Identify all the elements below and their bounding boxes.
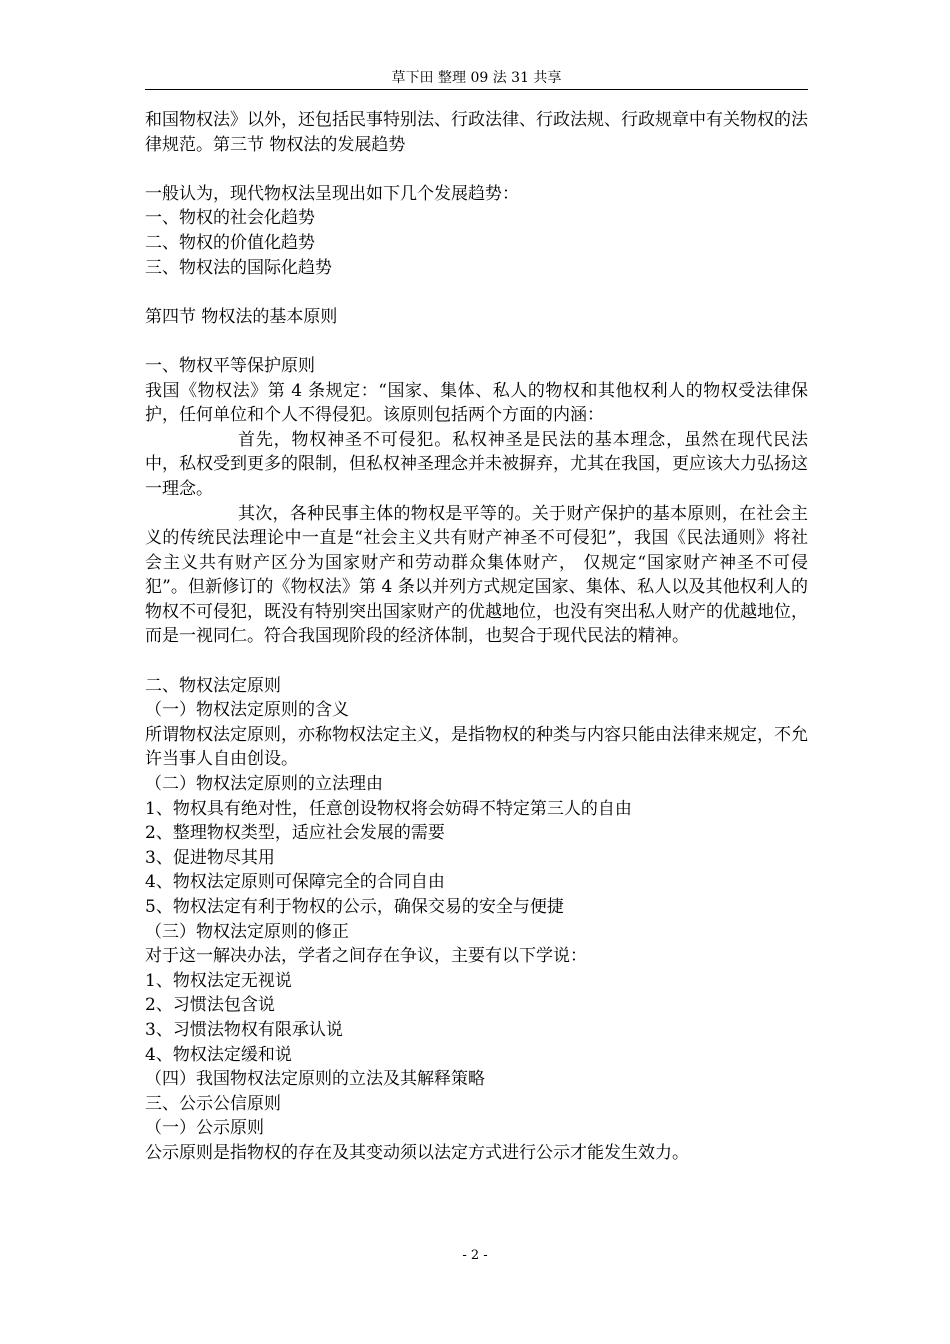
sub-heading: （一）物权法定原则的含义 <box>145 700 349 721</box>
paragraph: 公示原则是指物权的存在及其变动须以法定方式进行公示才能发生效力。 <box>145 1142 689 1163</box>
sub-heading: （二）物权法定原则的立法理由 <box>145 774 383 795</box>
paragraph: 我国《物权法》第 4 条规定：“国家、集体、私人的物权和其他权利人的物权受法律保护，任何单位和个人不得侵犯。该原则包括两个方面的内涵： <box>145 380 808 426</box>
section-heading: 第四节 物权法的基本原则 <box>145 306 338 327</box>
subsection-heading: 一、物权平等保护原则 <box>145 355 315 376</box>
subsection-heading: 三、公示公信原则 <box>145 1093 281 1114</box>
paragraph: 其次，各种民事主体的物权是平等的。关于财产保护的基本原则，在社会主义的传统民法理论中一直是“社会主义共有财产神圣不可侵犯”，我国《民法通则》将社会主义共有财产区分为国家财产和劳动群众集体财产， 仅规定“国家财产神圣不可侵犯”。但新修订的《物权法》第 4 条以并列方式规定国家、集体、私人以及其他权利人的物权不可侵犯，既没有特别突出国家财产的优越地位，也没有突出私人财产的优越地位，而是一视同仁。符合我国现阶段的经济体制，也契合于现代民法的精神。 <box>145 503 808 647</box>
list-item: 2、习惯法包含说 <box>145 995 275 1016</box>
page-number: - 2 - <box>462 1248 488 1263</box>
document-body <box>145 108 808 1166</box>
blank-line <box>145 329 808 354</box>
page-header: 草下田 整理 09 法 31 共享 <box>145 68 808 90</box>
paragraph: 对于这一解决办法，学者之间存在争议，主要有以下学说： <box>145 946 587 967</box>
sub-heading: （一）公示原则 <box>145 1118 264 1139</box>
list-item: 1、物权具有绝对性，任意创设物权将会妨碍不特定第三人的自由 <box>145 798 632 819</box>
paragraph: 所谓物权法定原则，亦称物权法定主义，是指物权的种类与内容只能由法律来规定，不允许当事人自由创设。 <box>145 724 808 770</box>
blank-line <box>145 280 808 305</box>
list-item: 二、物权的价值化趋势 <box>145 232 315 253</box>
paragraph: 首先，物权神圣不可侵犯。私权神圣是民法的基本理念，虽然在现代民法中，私权受到更多的限制，但私权神圣理念并未被摒弃，尤其在我国，更应该大力弘扬这一理念。 <box>145 429 808 499</box>
list-item: 4、物权法定原则可保障完全的合同自由 <box>145 872 445 893</box>
blank-line <box>145 649 808 674</box>
sub-heading: （四）我国物权法定原则的立法及其解释策略 <box>145 1069 485 1090</box>
paragraph: 和国物权法》以外，还包括民事特别法、行政法律、行政法规、行政规章中有关物权的法律规范。第三节 物权法的发展趋势 <box>145 110 808 155</box>
blank-line <box>145 157 808 182</box>
list-item: 4、物权法定缓和说 <box>145 1044 292 1065</box>
sub-heading: （三）物权法定原则的修正 <box>145 921 349 942</box>
list-item: 5、物权法定有利于物权的公示，确保交易的安全与便捷 <box>145 897 564 917</box>
list-item: 三、物权法的国际化趋势 <box>145 257 332 278</box>
list-item: 3、促进物尽其用 <box>145 847 275 868</box>
list-item: 1、物权法定无视说 <box>145 970 292 991</box>
list-item: 2、整理物权类型，适应社会发展的需要 <box>145 823 445 844</box>
list-item: 一、物权的社会化趋势 <box>145 208 315 229</box>
paragraph: 一般认为，现代物权法呈现出如下几个发展趋势： <box>145 183 519 204</box>
list-item: 3、习惯法物权有限承认说 <box>145 1019 343 1040</box>
subsection-heading: 二、物权法定原则 <box>145 675 281 696</box>
